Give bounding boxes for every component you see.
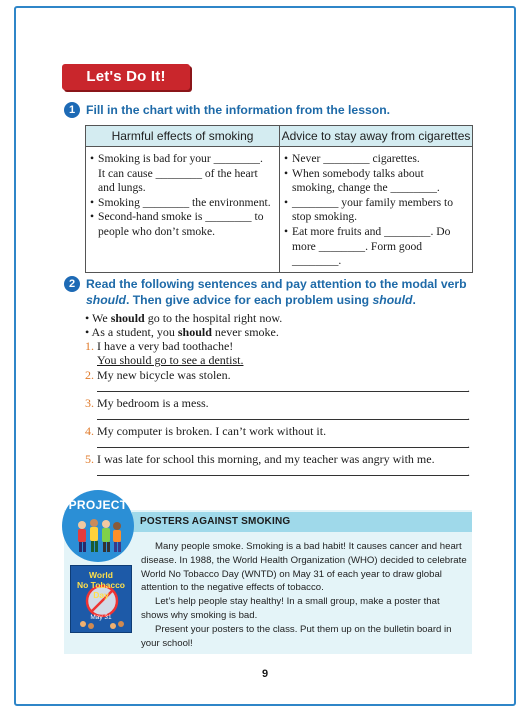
problem-3: 3. My bedroom is a mess.	[85, 396, 209, 410]
list-item: • ________ your family members to	[284, 195, 453, 209]
list-item: • Smoking ________ the environment.	[90, 195, 271, 209]
problem-1: 1. I have a very bad toothache!	[85, 339, 234, 353]
question-1-number: 1	[64, 102, 80, 118]
problem-2: 2. My new bicycle was stolen.	[85, 368, 231, 382]
list-item: • Second-hand smoke is ________ to	[90, 210, 264, 224]
list-item: • Never ________ cigarettes.	[284, 152, 420, 165]
answer-line-4[interactable]	[97, 447, 468, 448]
answer-line-5[interactable]	[97, 475, 468, 476]
chart-header-harmful: Harmful effects of smoking	[86, 126, 280, 147]
example-sentence-2: • As a student, you should never smoke.	[85, 325, 279, 339]
project-paragraph-3: Present your posters to the class. Put them up on the bulletin board in your school!	[141, 623, 452, 649]
list-item: • Smoking is bad for your ________.	[90, 152, 263, 165]
question-2-heading: 2 Read the following sentences and pay attention to the modal verb should. Then give advice for each problem using should.	[64, 276, 484, 308]
example-sentence-1: • We should go to the hospital right now.	[85, 311, 283, 325]
chart-cell-advice: • Never ________ cigarettes. • When somebody talks about smoking, change the ________. • ________ your family members to stop smoking. • Eat more fruits and ________. Do more ________. Form good ________.	[280, 147, 473, 273]
list-item: • Eat more fruits and ________. Do	[284, 224, 451, 238]
problem-5: 5. I was late for school this morning, and my teacher was angry with me.	[85, 452, 435, 466]
page-number: 9	[261, 668, 269, 680]
project-paragraph-2: Let’s help people stay healthy! In a small group, make a poster that shows why smoking is bad.	[141, 596, 440, 621]
question-2-number: 2	[64, 276, 80, 292]
chart-header-advice: Advice to stay away from cigarettes	[280, 126, 473, 147]
list-item: • When somebody talks about	[284, 166, 424, 180]
answer-line-3[interactable]	[97, 419, 468, 420]
question-1-instruction: Fill in the chart with the information from the lesson.	[86, 103, 391, 117]
poster-title: World No Tobacco Day	[76, 570, 125, 600]
project-text	[141, 540, 467, 650]
project-label: PROJECT	[68, 498, 128, 512]
chart-cell-harmful: • Smoking is bad for your ________. It can cause ________ of the heart and lungs. • Smoking ________ the environment. • Second-hand smoke is ________ to people who don’t smoke.	[86, 147, 280, 273]
project-paragraph-1: Many people smoke. Smoking is a bad habit! It causes cancer and heart disease. In 1988, the World Health Organization (WHO) decided to celebrate World No Tobacco Day (WNTD) on May 31 of each year to draw global attention to the negative effects of tobacco.	[141, 541, 467, 594]
lets-do-it-banner: Let's Do It!	[62, 64, 190, 90]
example-answer: You should go to see a dentist.	[97, 353, 244, 367]
poster-date: May 31	[90, 614, 112, 621]
project-title: POSTERS AGAINST SMOKING	[132, 512, 472, 532]
answer-line-2[interactable]	[97, 391, 468, 392]
smoking-chart	[85, 125, 473, 273]
problem-4: 4. My computer is broken. I can’t work without it.	[85, 424, 327, 438]
question-1-heading	[64, 102, 484, 118]
children-illustration-icon	[74, 516, 124, 556]
